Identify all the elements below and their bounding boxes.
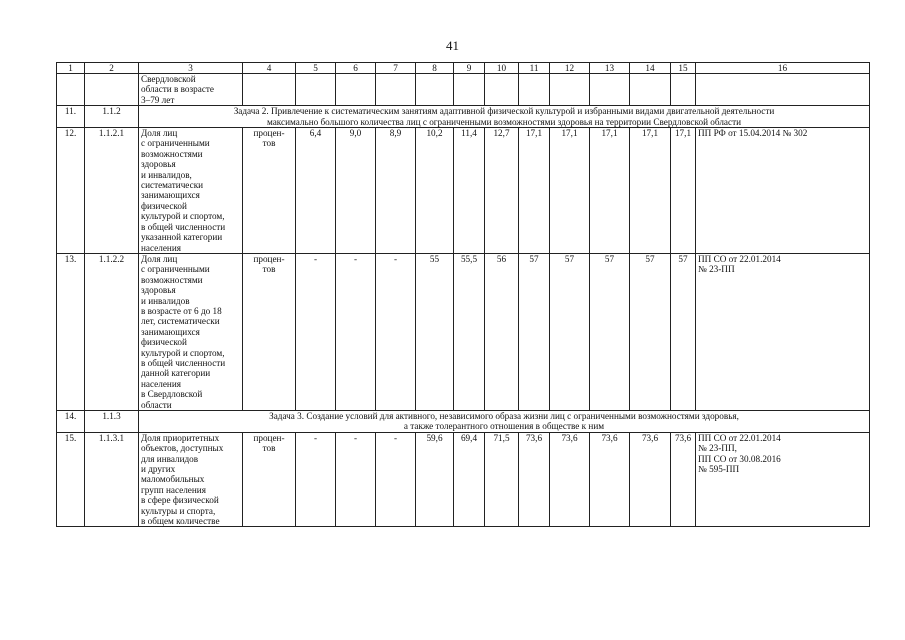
text-line: с ограниченными	[141, 138, 210, 149]
code-cell: 1.1.2	[85, 106, 139, 128]
value-cell: -	[376, 432, 416, 527]
value-cell: 57	[671, 253, 696, 410]
empty-cell	[243, 74, 296, 106]
column-number: 4	[243, 63, 296, 74]
value-cell: 73,6	[550, 432, 590, 527]
value-cell: 12,7	[485, 128, 519, 254]
text-line: № 23-ПП	[698, 264, 735, 275]
column-number: 9	[454, 63, 485, 74]
text-line: тов	[262, 138, 276, 149]
table-row	[57, 411, 870, 433]
text-line: тов	[262, 264, 276, 275]
empty-cell	[296, 74, 336, 106]
empty-cell	[630, 74, 671, 106]
indicators-table	[56, 62, 870, 527]
value-cell: 17,1	[519, 128, 550, 254]
text-line: процен-	[253, 432, 285, 443]
code-cell: 1.1.2.1	[85, 128, 139, 254]
column-number: 12	[550, 63, 590, 74]
value-cell: 17,1	[590, 128, 630, 254]
source-cell	[696, 432, 870, 527]
column-number: 15	[671, 63, 696, 74]
value-cell: 59,6	[416, 432, 454, 527]
text-line: культурой и спортом,	[141, 347, 225, 358]
text-line: групп населения	[141, 484, 206, 495]
task-cell	[139, 106, 870, 128]
empty-cell	[590, 74, 630, 106]
source-cell	[696, 128, 870, 254]
empty-cell	[454, 74, 485, 106]
table-row	[57, 253, 870, 410]
text-line: в сфере физической	[141, 495, 219, 506]
value-cell: 57	[550, 253, 590, 410]
column-number: 8	[416, 63, 454, 74]
empty-cell	[550, 74, 590, 106]
text-line: в общей численности	[141, 221, 226, 232]
text-line: возможностями	[141, 148, 203, 159]
column-number: 2	[85, 63, 139, 74]
column-number: 3	[139, 63, 243, 74]
value-cell: 55	[416, 253, 454, 410]
value-cell: -	[296, 432, 336, 527]
text-line: 3–79 лет	[141, 94, 175, 105]
value-cell: 57	[519, 253, 550, 410]
text-line: здоровья	[141, 159, 176, 170]
row-number-cell: 15.	[57, 432, 85, 527]
value-cell: 55,5	[454, 253, 485, 410]
column-number: 7	[376, 63, 416, 74]
table-row	[57, 432, 870, 527]
text-line: для инвалидов	[141, 453, 199, 464]
column-number: 16	[696, 63, 870, 74]
text-line: в общей численности	[141, 357, 226, 368]
empty-cell	[376, 74, 416, 106]
code-cell: 1.1.3.1	[85, 432, 139, 527]
text-line: ПП СО от 30.08.2016	[698, 453, 781, 464]
value-cell: 73,6	[671, 432, 696, 527]
text-line: маломобильных	[141, 474, 205, 485]
text-line: ПП РФ от 15.04.2014 № 302	[698, 128, 808, 139]
text-line: и инвалидов	[141, 295, 190, 306]
text-line: населения	[141, 378, 181, 389]
empty-cell	[485, 74, 519, 106]
value-cell: 69,4	[454, 432, 485, 527]
value-cell: 71,5	[485, 432, 519, 527]
text-line: и других	[141, 464, 176, 475]
column-number-row	[57, 63, 870, 74]
text-line: культурой и спортом,	[141, 211, 225, 222]
column-number: 1	[57, 63, 85, 74]
row-number-cell: 14.	[57, 411, 85, 433]
text-line: № 595-ПП	[698, 464, 740, 475]
value-cell: -	[336, 253, 376, 410]
code-cell: 1.1.2.2	[85, 253, 139, 410]
task-cell	[139, 411, 870, 433]
text-line: данной категории	[141, 368, 211, 379]
text-line: с ограниченными	[141, 264, 210, 275]
text-line: Доля лиц	[141, 128, 178, 139]
text-line: в возрасте от 6 до 18	[141, 305, 222, 316]
value-cell: 56	[485, 253, 519, 410]
indicator-name-cell	[139, 74, 243, 106]
value-cell: 57	[590, 253, 630, 410]
text-line: занимающихся	[141, 190, 200, 201]
row-number-cell: 11.	[57, 106, 85, 128]
text-line: ПП СО от 22.01.2014	[698, 432, 781, 443]
continuation-row	[57, 74, 870, 106]
unit-cell	[243, 432, 296, 527]
unit-cell	[243, 253, 296, 410]
text-line: процен-	[253, 253, 285, 264]
text-line: и инвалидов,	[141, 169, 192, 180]
text-line: Свердловской	[141, 74, 196, 84]
row-number-cell: 12.	[57, 128, 85, 254]
text-line: Задача 2. Привлечение к систематическим занятиям адаптивной физической культурой и избранными видами двигательной деятельности	[233, 106, 775, 117]
column-number: 14	[630, 63, 671, 74]
empty-cell	[519, 74, 550, 106]
text-line: занимающихся	[141, 326, 200, 337]
text-line: объектов, доступных	[141, 443, 224, 454]
text-line: а также толерантного отношения в обществе к ним	[403, 421, 605, 432]
text-line: лет, систематически	[141, 316, 220, 327]
text-line: физической	[141, 337, 187, 348]
text-line: максимально большого количества лиц с ограниченными возможностями здоровья на территории Свердловской области	[266, 116, 742, 127]
value-cell: 73,6	[519, 432, 550, 527]
text-line: области	[141, 399, 172, 410]
value-cell: -	[336, 432, 376, 527]
text-line: культуры и спорта,	[141, 505, 216, 516]
value-cell: 17,1	[671, 128, 696, 254]
page-number: 41	[446, 38, 459, 53]
text-line: систематически	[141, 180, 204, 191]
empty-cell	[336, 74, 376, 106]
indicator-name-cell	[139, 253, 243, 410]
value-cell: 17,1	[550, 128, 590, 254]
text-line: здоровья	[141, 285, 176, 296]
column-number: 13	[590, 63, 630, 74]
text-line: Задача 3. Создание условий для активного, независимого образа жизни лиц с ограниченными возможностями здоровья,	[269, 411, 739, 421]
value-cell: -	[376, 253, 416, 410]
column-number: 10	[485, 63, 519, 74]
column-number: 11	[519, 63, 550, 74]
value-cell: 57	[630, 253, 671, 410]
value-cell: -	[296, 253, 336, 410]
indicator-name-cell	[139, 128, 243, 254]
value-cell: 6,4	[296, 128, 336, 254]
value-cell: 8,9	[376, 128, 416, 254]
table-row	[57, 128, 870, 254]
source-cell	[696, 253, 870, 410]
column-number: 5	[296, 63, 336, 74]
text-line: Доля приоритетных	[141, 432, 220, 443]
text-line: возможностями	[141, 274, 203, 285]
empty-cell	[671, 74, 696, 106]
text-line: в общем количестве	[141, 516, 220, 527]
value-cell: 10,2	[416, 128, 454, 254]
empty-cell	[57, 74, 85, 106]
value-cell: 17,1	[630, 128, 671, 254]
empty-cell	[416, 74, 454, 106]
value-cell: 73,6	[590, 432, 630, 527]
value-cell: 9,0	[336, 128, 376, 254]
indicator-name-cell	[139, 432, 243, 527]
empty-cell	[696, 74, 870, 106]
row-number-cell: 13.	[57, 253, 85, 410]
text-line: области в возрасте	[141, 84, 214, 95]
text-line: Доля лиц	[141, 253, 178, 264]
text-line: процен-	[253, 128, 285, 139]
text-line: указанной категории	[141, 232, 223, 243]
code-cell: 1.1.3	[85, 411, 139, 433]
text-line: ПП СО от 22.01.2014	[698, 253, 781, 264]
empty-cell	[85, 74, 139, 106]
text-line: № 23-ПП,	[698, 443, 737, 454]
text-line: физической	[141, 200, 187, 211]
value-cell: 73,6	[630, 432, 671, 527]
value-cell: 11,4	[454, 128, 485, 254]
text-line: в Свердловской	[141, 389, 203, 400]
text-line: населения	[141, 242, 181, 253]
text-line: тов	[262, 443, 276, 454]
table-row	[57, 106, 870, 128]
unit-cell	[243, 128, 296, 254]
column-number: 6	[336, 63, 376, 74]
